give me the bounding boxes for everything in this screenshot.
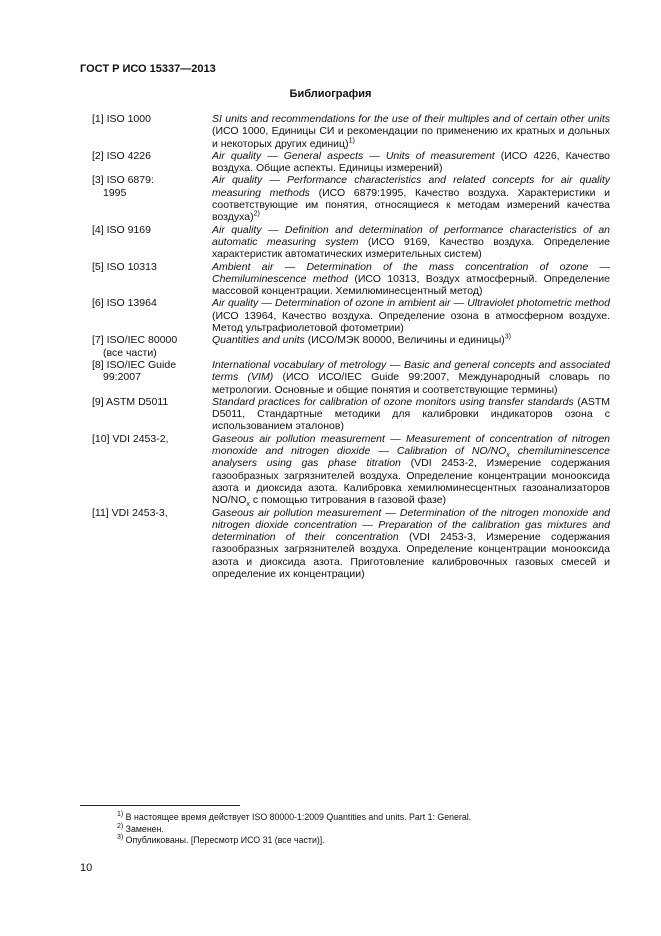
entry-text: International vocabulary of metrology — Basic and general concepts and associated terms (VIM) (ИСО ИСО/IEC Guide 99:2007, Международный словарь по метрологии. Основные и общие понятия и соответствующие термины) [212, 358, 611, 396]
footnote-divider [80, 805, 240, 806]
entry-text: Air quality — Performance characteristics and related concepts for air quality measuring methods (ИСО 6879:1995, Качество воздуха. Характеристики и соответствующие им понятия, относящиеся к методам измерений качества воздуха)$^{2)}$ [212, 174, 610, 224]
entry-reference: [3] ISO 6879: 1995 [92, 174, 154, 199]
footnote: $^{3)}$ Опубликованы. [Пересмотр ИСО 31 (все части)]. [117, 834, 325, 845]
bibliography-entry [92, 261, 610, 298]
entry-reference: [9] ASTM D5011 [92, 395, 169, 408]
entry-reference: [8] ISO/IEC Guide 99:2007 [92, 358, 177, 384]
entry-text: Gaseous air pollution measurement — Determination of the nitrogen monoxide and nitrogen dioxide concentration — Preparation of the calibration gas mixtures and determination of their concentration (VDI 2453-3, Измерение содержания газообразных загрязнителей воздуха. Определение концентрации монооксида азота и диоксида азота. Приготовление калибровочных газовых смесей и определение их концентрации) [212, 506, 610, 580]
entry-reference: [11] VDI 2453-3, [92, 506, 168, 519]
bibliography-entry [92, 150, 610, 175]
entry-text: Ambient air — Determination of the mass concentration of ozone — Chemiluminescence method (ИСО 10313, Воздух атмосферный. Определение массовой концентрации. Хемилюминесцентный метод) [212, 260, 611, 298]
footnote: $^{2)}$ Заменен. [117, 822, 164, 834]
entry-reference: [10] VDI 2453-2, [92, 432, 169, 445]
section-title: Библиография [289, 88, 372, 100]
entry-text: Standard practices for calibration of ozone monitors using transfer standards (ASTM D5011, Стандартные методики для калибровки индикаторов озона с использованием эталонов) [212, 395, 610, 433]
entry-text: Quantities and units (ИСО/МЭК 80000, Величины и единицы)$^{3)}$ [212, 333, 511, 347]
entry-reference: [4] ISO 9169 [92, 223, 151, 236]
bibliography-list [92, 113, 610, 580]
entry-reference: [7] ISO/IEC 80000 (все части) [92, 334, 178, 359]
footnote: $^{1)}$ В настоящее время действует ISO 80000-1:2009 Quantities and units. Part 1: General. [117, 811, 472, 822]
bibliography-entry [92, 224, 610, 261]
bibliography-entry [92, 433, 610, 507]
entry-reference: [5] ISO 10313 [92, 260, 157, 273]
bibliography-entry [92, 297, 610, 334]
entry-text: SI units and recommendations for the use of their multiples and of certain other units (ИСО 1000, Единицы СИ и рекомендации по применению их кратных и дольных и некоторых других единиц)$^{1)}$ [212, 113, 610, 150]
footnotes [117, 812, 471, 847]
entry-reference: [1] ISO 1000 [92, 113, 151, 125]
entry-reference: [6] ISO 13964 [92, 297, 157, 310]
entry-text: Gaseous air pollution measurement — Measurement of concentration of nitrogen monoxide and nitrogen dioxide — Calibration of $NO/NO_x$ chemiluminescence analysers using gas phase titration (VDI 2453-2, Измерение содержания газообразных загрязнителей воздуха. Определение концентрации монооксида азота и диоксида азота. Калибровка хемилюминесцентных газоанализаторов $NO/NO_x$ с помощью титрования в газовой фазе) [212, 432, 610, 509]
entry-text: Air quality — General aspects — Units of measurement (ИСО 4226, Качество воздуха. Общие аспекты. Единицы измерений) [212, 149, 611, 175]
bibliography-entry [92, 507, 610, 581]
bibliography-entry [92, 174, 610, 223]
entry-reference: [2] ISO 4226 [92, 149, 151, 162]
bibliography-entry [92, 113, 610, 150]
bibliography-entry [92, 359, 610, 396]
bibliography-entry [92, 396, 610, 433]
document-header: ГОСТ Р ИСО 15337—2013 [80, 63, 216, 75]
entry-text: Air quality — Definition and determination of performance characteristics of an automatic measuring system (ИСО 9169, Качество воздуха. Определение характеристик автоматических измерительных систем) [212, 223, 610, 261]
entry-text: Air quality — Determination of ozone in ambient air — Ultraviolet photometric method (ИСО 13964, Качество воздуха. Определение озона в атмосферном воздухе. Метод ультрафиолетовой фотометрии) [212, 297, 610, 335]
bibliography-entry [92, 334, 610, 359]
page-number: 10 [80, 862, 93, 874]
